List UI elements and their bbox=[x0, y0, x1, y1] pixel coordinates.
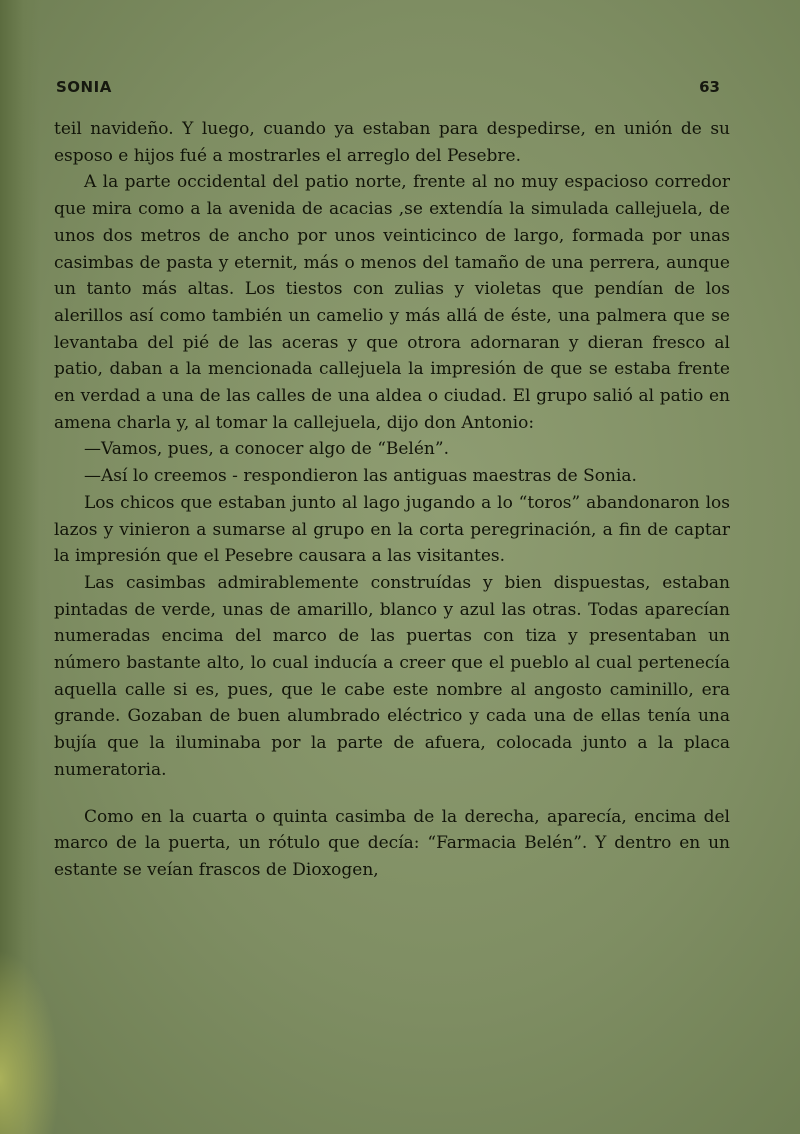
paragraph: Como en la cuarta o quinta casimba de la derecha, aparecía, encima del marco de la puerta, un rótulo que decía: “Farmacia Belén”. Y dentro en un estante se veían frascos de Dioxogen, bbox=[54, 806, 730, 880]
paragraph: Las casimbas admirablemente construídas y bien dispuestas, estaban pintadas de verde, unas de amarillo, blanco y azul las otras. Todas aparecían numeradas encima del marco de las puertas con tiza y presentaban un número bastante alto, lo cual inducía a creer que el pueblo al cual pertenecía aquella calle si es, pues, que le cabe este nombre al angosto caminillo, era grande. Gozaban de buen alumbrado eléctrico y cada una de ellas tenía una bujía que la iluminaba por la parte de afuera, colocada junto a la placa numeratoria. bbox=[54, 572, 730, 780]
paragraph: —Así lo creemos - respondieron las antiguas maestras de Sonia. bbox=[84, 466, 637, 487]
page-number: 63 bbox=[699, 78, 720, 96]
page-header bbox=[56, 78, 720, 102]
page-stain bbox=[0, 950, 60, 1134]
paragraph: teil navideño. Y luego, cuando ya estaban para despedirse, en unión de su esposo e hijos fué a mostrarles el arreglo del Pesebre. bbox=[54, 119, 730, 166]
body-text bbox=[54, 116, 730, 884]
paragraph: A la parte occidental del patio norte, frente al no muy espacioso corredor que mira como a la avenida de acacias ,se extendía la simulada callejuela, de unos dos metros de ancho por unos veinticinco de largo, formada por unas casimbas de pasta y eternit, más o menos del tamaño de una perrera, aunque un tanto más altas. Los tiestos con zulias y violetas que pendían de los alerillos así como también un camelio y más allá de éste, una palmera que se levantaba del pié de las aceras y que otrora adornaran y dieran fresco al patio, daban a la mencionada callejuela la impresión de que se estaba frente en verdad a una de las calles de una aldea o ciudad. El grupo salió al patio en amena charla y, al tomar la callejuela, dijo don Antonio: bbox=[54, 172, 730, 433]
paragraph: Los chicos que estaban junto al lago jugando a lo “toros” abandonaron los lazos y vinieron a sumarse al grupo en la corta peregrinación, a fin de captar la impresión que el Pesebre causara a las visitantes. bbox=[54, 492, 730, 567]
paragraph: —Vamos, pues, a conocer algo de “Belén”. bbox=[84, 439, 449, 460]
running-head: SONIA bbox=[56, 78, 112, 96]
